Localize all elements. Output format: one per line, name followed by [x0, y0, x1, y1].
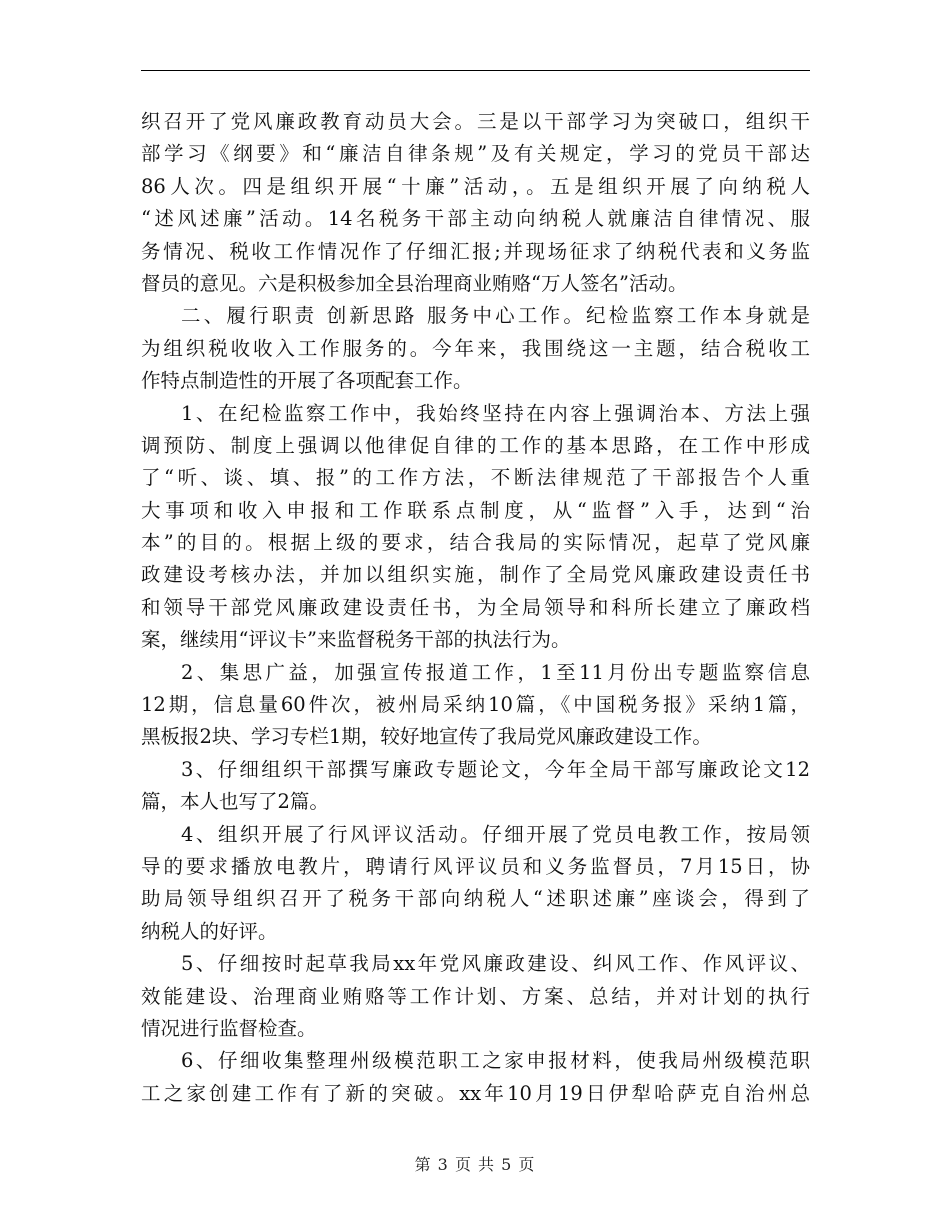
- text-line: 调预防、制度上强调以他律促自律的工作的基本思路，在工作中形成: [141, 433, 810, 457]
- paragraph: [141, 657, 810, 754]
- text-line: 作特点制造性的开展了各项配套工作。: [141, 369, 473, 393]
- text-line: 导的要求播放电教片，聘请行风评议员和义务监督员，7月15日，协: [141, 854, 810, 878]
- text-line: 效能建设、治理商业贿赂等工作计划、方案、总结，并对计划的执行: [141, 984, 810, 1008]
- paragraph: [141, 300, 810, 397]
- text-line: 篇，本人也写了2篇。: [141, 790, 329, 814]
- text-line: 织召开了党风廉政教育动员大会。三是以干部学习为突破口，组织干: [141, 110, 810, 133]
- text-line: 和领导干部党风廉政建设责任书，为全局领导和科所长建立了廉政档: [141, 595, 810, 619]
- text-line: 政建设考核办法，并加以组织实施，制作了全局党风廉政建设责任书: [141, 563, 810, 587]
- text-line: 助局领导组织召开了税务干部向纳税人“述职述廉”座谈会，得到了: [141, 887, 810, 911]
- text-line: 1、在纪检监察工作中，我始终坚持在内容上强调治本、方法上强: [181, 401, 810, 425]
- text-line: 了“听、谈、填、报”的工作方法，不断法律规范了干部报告个人重: [141, 466, 810, 490]
- paragraph: [141, 1045, 810, 1110]
- text-line: “述风述廉”活动。14名税务干部主动向纳税人就廉洁自律情况、服: [141, 207, 810, 231]
- text-line: 6、仔细收集整理州级模范职工之家申报材料，使我局州级模范职: [181, 1049, 810, 1073]
- text-line: 部学习《纲要》和“廉洁自律条规”及有关规定，学习的党员干部达: [141, 142, 810, 166]
- text-line: 5、仔细按时起草我局xx年党风廉政建设、纠风工作、作风评议、: [181, 952, 810, 976]
- text-line: 纳税人的好评。: [141, 919, 278, 943]
- text-line: 二、履行职责 创新思路 服务中心工作。纪检监察工作本身就是: [181, 304, 810, 328]
- text-line: 2、集思广益，加强宣传报道工作，1至11月份出专题监察信息: [181, 660, 810, 684]
- text-line: 86人次。四是组织开展“十廉”活动，。五是组织开展了向纳税人: [141, 174, 810, 198]
- text-line: 本”的目的。根据上级的要求，结合我局的实际情况，起草了党风廉: [141, 531, 810, 555]
- paragraph: [141, 754, 810, 819]
- document-body: [141, 106, 810, 1110]
- text-line: 3、仔细组织干部撰写廉政专题论文，今年全局干部写廉政论文12: [181, 757, 810, 781]
- text-line: 情况进行监督检查。: [141, 1016, 317, 1040]
- text-line: 4、组织开展了行风评议活动。仔细开展了党员电教工作，按局领: [181, 822, 810, 846]
- paragraph: [141, 948, 810, 1045]
- text-line: 黑板报2块、学习专栏1期，较好地宣传了我局党风廉政建设工作。: [141, 725, 712, 749]
- text-line: 12期，信息量60件次，被州局采纳10篇，《中国税务报》采纳1篇，: [141, 693, 810, 717]
- header-rule: [141, 70, 810, 71]
- text-line: 督员的意见。六是积极参加全县治理商业贿赂“万人签名”活动。: [141, 271, 688, 295]
- text-line: 工之家创建工作有了新的突破。xx年10月19日伊犁哈萨克自治州总: [141, 1081, 810, 1105]
- page-number-footer: 第 3 页 共 5 页: [414, 1155, 536, 1174]
- text-line: 大事项和收入申报和工作联系点制度，从“监督”入手，达到“治: [141, 498, 810, 522]
- paragraph: [141, 819, 810, 949]
- text-line: 务情况、税收工作情况作了仔细汇报;并现场征求了纳税代表和义务监: [141, 239, 810, 263]
- paragraph: [141, 398, 810, 657]
- text-line: 案，继续用“评议卡”来监督税务干部的执法行为。: [141, 628, 571, 652]
- text-line: 为组织税收收入工作服务的。今年来，我围绕这一主题，结合税收工: [141, 336, 810, 360]
- paragraph: [141, 106, 810, 300]
